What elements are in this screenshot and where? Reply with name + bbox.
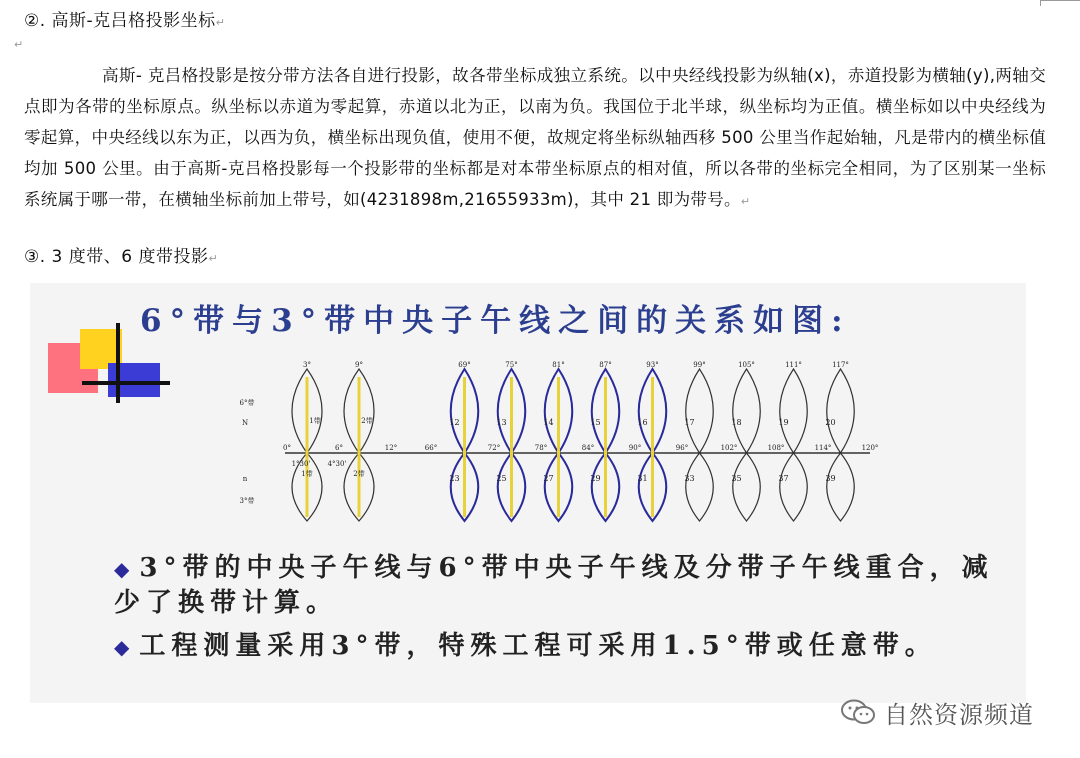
- row-label: N: [241, 419, 249, 427]
- three-degree-zone-number: 31: [637, 474, 648, 483]
- three-degree-zone-number: 23: [449, 474, 460, 483]
- bullet-item: [114, 629, 1014, 664]
- paragraph-mark-icon: ↵: [740, 195, 751, 208]
- degree-label: 84°: [581, 444, 595, 452]
- degree-label: 96°: [675, 444, 689, 452]
- degree-label: 90°: [628, 444, 642, 452]
- degree-label: 108°: [767, 444, 785, 452]
- zone-number: 17: [684, 418, 695, 427]
- meridian-top-label: 81°: [552, 361, 565, 369]
- bullet-diamond-icon: ◆: [114, 635, 130, 659]
- zone-projection-diagram: [235, 361, 879, 521]
- meridian-top-label: 87°: [599, 361, 612, 369]
- meridian-top-label: 93°: [646, 361, 659, 369]
- meridian-top-label: 117°: [832, 361, 849, 369]
- bullet-item: [114, 551, 1014, 620]
- zone-number: 16: [637, 418, 648, 427]
- three-degree-zone-number: 29: [590, 474, 601, 483]
- meridian-top-label: 3°: [303, 361, 311, 369]
- three-degree-zone-number: 27: [543, 474, 554, 483]
- watermark: [840, 696, 1034, 728]
- watermark-text: 自然资源频道: [884, 700, 1034, 729]
- meridian-top-label: 99°: [693, 361, 706, 369]
- zone-bottom-label: 1带: [301, 470, 313, 478]
- degree-label: 120°: [861, 444, 879, 452]
- degree-label: 78°: [534, 444, 548, 452]
- meridian-top-label: 69°: [458, 361, 471, 369]
- zone-number: 18: [731, 418, 742, 427]
- paragraph-mark-icon: ↵: [215, 16, 226, 29]
- zone-number: 14: [543, 418, 554, 427]
- zone-label: 2带: [361, 417, 373, 425]
- three-degree-zone-number: 37: [778, 474, 789, 483]
- six-degree-zone-lune: [827, 453, 855, 521]
- three-degree-zone-number: 33: [684, 474, 695, 483]
- meridian-top-label: 111°: [785, 361, 802, 369]
- meridian-top-label: 75°: [505, 361, 518, 369]
- zone-number: 15: [590, 418, 601, 427]
- zone-number: 19: [778, 418, 789, 427]
- six-degree-zone-lune: [780, 369, 808, 453]
- degree-label: 12°: [384, 444, 398, 452]
- row-label: 6°带: [239, 399, 255, 407]
- zone-label: 1带: [309, 417, 321, 425]
- sub-degree-label: 1°30': [291, 460, 311, 468]
- three-degree-zone-number: 39: [825, 474, 836, 483]
- sub-degree-label: 4°30': [327, 460, 347, 468]
- body-paragraph-text: 高斯- 克吕格投影是按分带方法各自进行投影，故各带坐标成独立系统。以中央经线投影为纵轴(x)，赤道投影为横轴(y),两轴交点即为各带的坐标原点。纵坐标以赤道为零起算，赤道以北为正，以南为负。我国位于北半球，纵坐标均为正值。横坐标如以中央经线为零起算，中央经线以东为正，以西为负，横坐标出现负值，使用不便，故规定将坐标纵轴西移 500 公里当作起始轴，凡是带内的横坐标值均加 500 公里。由于高斯-克吕格投影每一个投影带的坐标都是对本带坐标原点的相对值，所以各带的坐标完全相同，为了区别某一坐标系统属于哪一带，在横轴坐标前加上带号，如(4231898m,21655933m)，其中 21 即为带号。: [24, 66, 1046, 209]
- degree-label: 114°: [814, 444, 832, 452]
- embedded-slide-image: [30, 283, 1026, 703]
- degree-label: 102°: [720, 444, 738, 452]
- bullet-diamond-icon: ◆: [114, 557, 130, 581]
- row-label: 3°带: [239, 497, 255, 505]
- degree-label: 72°: [487, 444, 501, 452]
- degree-label: 66°: [424, 444, 438, 452]
- subsection-heading-text: ③. 3 度带、6 度带投影: [24, 247, 209, 267]
- six-degree-zone-lune: [780, 453, 808, 521]
- bullet-text: 3°带的中央子午线与6°带中央子午线及分带子午线重合，减少了换带计算。: [114, 553, 994, 618]
- section-heading: [24, 6, 225, 31]
- bullet-text: 工程测量采用3°带，特殊工程可采用1.5°带或任意带。: [139, 631, 937, 661]
- zone-number: 20: [825, 418, 836, 427]
- six-degree-zone-lune: [733, 369, 761, 453]
- page-corner-mark: [1040, 0, 1080, 1]
- zone-bottom-label: 2带: [353, 470, 365, 478]
- degree-label: 6°: [335, 444, 343, 452]
- meridian-top-label: 9°: [355, 361, 363, 369]
- zone-number: 13: [496, 418, 507, 427]
- paragraph-mark-icon: ↵: [208, 252, 219, 265]
- body-paragraph: [24, 60, 1046, 217]
- three-degree-zone-number: 25: [496, 474, 507, 483]
- meridian-top-label: 105°: [738, 361, 755, 369]
- six-degree-zone-lune: [686, 453, 714, 521]
- six-degree-zone-lune: [686, 369, 714, 453]
- wechat-icon: [840, 699, 876, 725]
- zone-number: 12: [449, 418, 460, 427]
- degree-label: 0°: [283, 444, 291, 452]
- row-label: n: [242, 475, 248, 483]
- subsection-heading: [24, 242, 218, 267]
- three-degree-zone-number: 35: [731, 474, 742, 483]
- six-degree-zone-lune: [733, 453, 761, 521]
- six-degree-zone-lune: [827, 369, 855, 453]
- paragraph-mark-icon: ↵: [14, 38, 24, 51]
- slide-title: 6°带与3°带中央子午线之间的关系如图:: [140, 303, 851, 339]
- section-heading-text: ②. 高斯-克吕格投影坐标: [24, 11, 216, 31]
